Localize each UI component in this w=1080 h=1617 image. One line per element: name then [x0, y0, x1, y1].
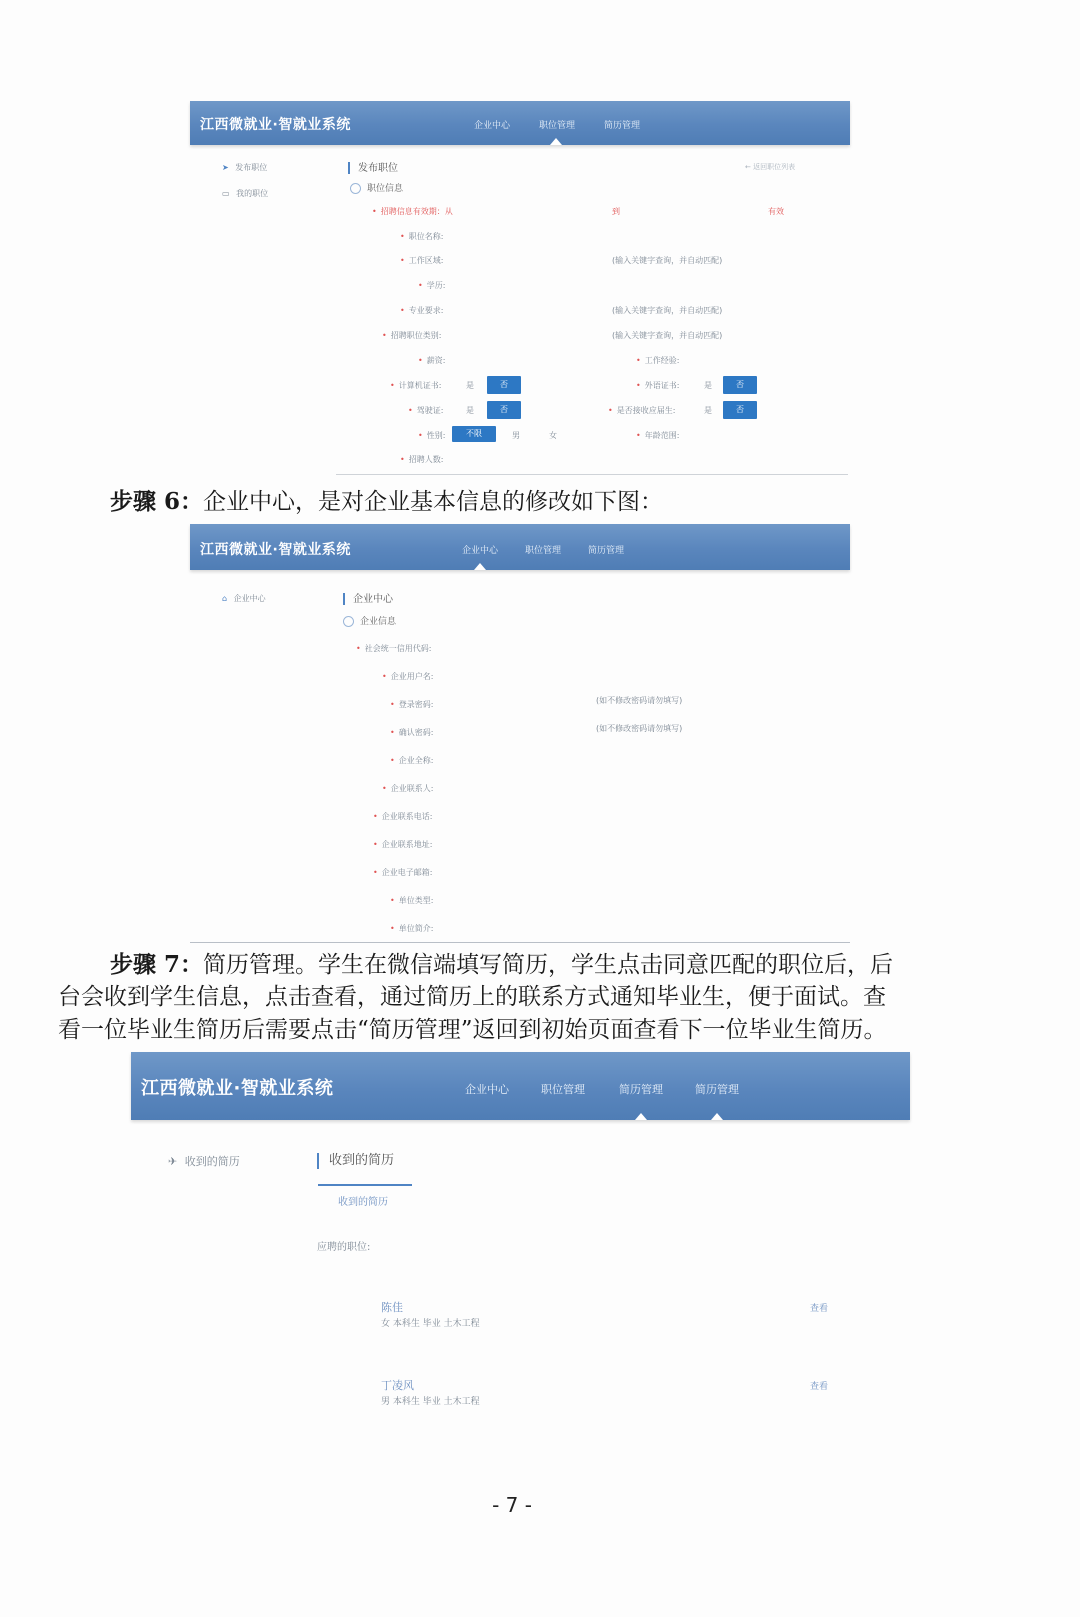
- position-filter-label: 应聘的职位:: [317, 1242, 371, 1253]
- system-title: 江西微就业·智就业系统: [200, 542, 351, 558]
- system-title: 江西微就业·智就业系统: [141, 1078, 334, 1099]
- field-contact-address: • 企业联系地址:: [373, 839, 432, 850]
- nav-resume-management[interactable]: 简历管理: [604, 121, 641, 131]
- shot3-header: [131, 1052, 910, 1120]
- nav-company-center[interactable]: 企业中心: [465, 1083, 509, 1096]
- field-confirm-password: • 确认密码:: [390, 727, 433, 738]
- gender-male-option[interactable]: 男: [512, 431, 520, 440]
- computer-cert-yes[interactable]: 是: [466, 381, 474, 390]
- sidebar-item-label: 收到的简历: [184, 1155, 240, 1168]
- gender-any-button[interactable]: 不限: [452, 426, 496, 442]
- field-language-cert: • 外语证书:: [636, 380, 679, 391]
- field-job-category: • 招聘职位类别:: [382, 330, 441, 341]
- field-contact-phone: • 企业联系电话:: [373, 811, 432, 822]
- step6-paragraph: [110, 485, 663, 519]
- active-nav-caret: [635, 1113, 647, 1120]
- accept-graduates-no-button[interactable]: 否: [723, 401, 757, 419]
- nav-company-center[interactable]: 企业中心: [462, 546, 499, 556]
- step7-line3: 看一位毕业生简历后需要点击“简历管理”返回到初始页面查看下一位毕业生简历。: [58, 1017, 887, 1043]
- sidebar-item-label: 发布职位: [235, 163, 268, 172]
- validity-to: 到: [612, 207, 620, 216]
- field-password: • 登录密码:: [390, 699, 433, 710]
- shot2-header: [190, 524, 850, 570]
- sidebar-item-label: 我的职位: [236, 189, 269, 198]
- section-title: 企业中心: [343, 590, 393, 605]
- subsection-title: 职位信息: [350, 181, 403, 194]
- section-title: 发布职位: [348, 159, 398, 174]
- hint-job-category: (输入关键字查询，并自动匹配): [612, 331, 723, 340]
- computer-cert-no-button[interactable]: 否: [487, 376, 521, 394]
- active-nav-caret: [474, 563, 486, 570]
- back-to-list-link[interactable]: ← 返回职位列表: [745, 163, 796, 171]
- field-experience: • 工作经验:: [636, 355, 679, 366]
- step6-text: 企业中心，是对企业基本信息的修改如下图：: [203, 489, 664, 515]
- language-cert-yes[interactable]: 是: [704, 381, 712, 390]
- tab-underline: [318, 1184, 412, 1186]
- driver-license-no-button[interactable]: 否: [487, 401, 521, 419]
- nav-job-management[interactable]: 职位管理: [525, 546, 562, 556]
- nav-resume-management[interactable]: 简历管理: [588, 546, 625, 556]
- send-icon: ✈: [168, 1155, 178, 1168]
- field-credit-code: • 社会统一信用代码:: [356, 643, 431, 654]
- view-resume-link[interactable]: 查看: [810, 1382, 829, 1392]
- resume-detail: 男 本科生 毕业 土木工程: [381, 1397, 480, 1407]
- hint-confirm-password: (如不修改密码请勿填写): [596, 724, 683, 733]
- resume-detail: 女 本科生 毕业 土木工程: [381, 1319, 480, 1329]
- step7-lead: 步骤 7：: [110, 951, 204, 978]
- field-salary: • 薪资:: [418, 355, 445, 366]
- system-title: 江西微就业·智就业系统: [200, 117, 351, 133]
- sidebar-item-company-center[interactable]: [222, 593, 266, 604]
- field-job-name: • 职位名称:: [400, 231, 443, 242]
- sidebar-item-publish-job[interactable]: [222, 162, 267, 173]
- page-number: - 7 -: [492, 1493, 532, 1517]
- field-driver-license: • 驾驶证:: [408, 405, 443, 416]
- sidebar-item-label: 企业中心: [233, 594, 266, 603]
- folder-icon: ▭: [222, 189, 230, 198]
- field-work-area: • 工作区域:: [400, 255, 443, 266]
- field-unit-intro: • 单位简介:: [390, 923, 433, 934]
- shot1-bottom-rule: [336, 474, 848, 475]
- field-age-range: • 年龄范围:: [636, 430, 679, 441]
- nav-resume-management[interactable]: 简历管理: [619, 1083, 663, 1096]
- sidebar-item-received-resumes[interactable]: [168, 1153, 240, 1169]
- tab-received-resumes[interactable]: 收到的简历: [338, 1197, 388, 1208]
- gender-female-option[interactable]: 女: [549, 431, 557, 440]
- step6-lead: 步骤 6：: [110, 488, 204, 515]
- field-major: • 专业要求:: [400, 305, 443, 316]
- validity-suffix: 有效: [768, 207, 784, 216]
- shot1-header: [190, 101, 850, 145]
- info-circle-icon: [350, 183, 361, 194]
- driver-license-yes[interactable]: 是: [466, 406, 474, 415]
- resume-name: 陈佳: [381, 1301, 403, 1314]
- field-unit-type: • 单位类型:: [390, 895, 433, 906]
- language-cert-no-button[interactable]: 否: [723, 376, 757, 394]
- nav-resume-management-2[interactable]: 简历管理: [695, 1083, 739, 1096]
- hint-password: (如不修改密码请勿填写): [596, 696, 683, 705]
- nav-job-management[interactable]: 职位管理: [539, 121, 576, 131]
- shot2-bottom-rule: [190, 942, 850, 943]
- subsection-title: 企业信息: [343, 614, 396, 627]
- hint-work-area: (输入关键字查询，并自动匹配): [612, 256, 723, 265]
- field-email: • 企业电子邮箱:: [373, 867, 432, 878]
- title-bar: [348, 162, 350, 174]
- home-icon: ⌂: [222, 594, 228, 603]
- resume-name: 丁凌风: [381, 1379, 414, 1392]
- field-computer-cert: • 计算机证书:: [390, 380, 441, 391]
- hint-major: (输入关键字查询，并自动匹配): [612, 306, 723, 315]
- step7-line1: 步骤 7：简历管理。学生在微信端填写简历，学生点击同意匹配的职位后，后: [110, 951, 894, 978]
- nav-company-center[interactable]: 企业中心: [474, 121, 511, 131]
- field-username: • 企业用户名:: [382, 671, 433, 682]
- field-contact-person: • 企业联系人:: [382, 783, 433, 794]
- sidebar-item-my-jobs[interactable]: [222, 188, 268, 199]
- active-nav-caret: [550, 138, 562, 145]
- info-circle-icon: [343, 616, 354, 627]
- field-company-name: • 企业全称:: [390, 755, 433, 766]
- section-title: 收到的简历: [317, 1149, 394, 1169]
- field-education: • 学历:: [418, 280, 445, 291]
- accept-graduates-yes[interactable]: 是: [704, 406, 712, 415]
- view-resume-link[interactable]: 查看: [810, 1304, 829, 1314]
- step7-line2: 台会收到学生信息，点击查看，通过简历上的联系方式通知毕业生，便于面试。查: [58, 984, 886, 1010]
- title-bar: [343, 593, 345, 605]
- validity-label: • 招聘信息有效期：从: [372, 206, 453, 217]
- field-gender: • 性别:: [418, 430, 445, 441]
- field-accept-graduates: • 是否接收应届生:: [608, 405, 675, 416]
- field-headcount: • 招聘人数:: [400, 454, 443, 465]
- title-bar: [317, 1153, 319, 1169]
- send-icon: ➤: [222, 163, 229, 172]
- nav-job-management[interactable]: 职位管理: [541, 1083, 585, 1096]
- hover-nav-caret: [711, 1113, 723, 1120]
